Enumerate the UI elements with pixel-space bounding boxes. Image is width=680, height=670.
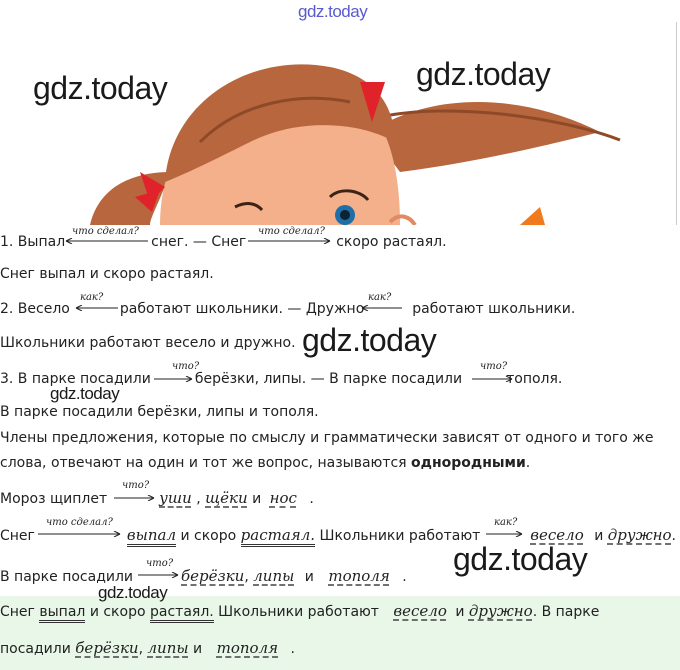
answer-word-5: берёзки <box>75 639 139 657</box>
arrow-right-icon <box>38 531 124 537</box>
ex5-text-3: Школьники работают <box>319 528 481 544</box>
ex5-word-3: весело <box>530 526 584 544</box>
ex2-answer: Школьники работают весело и дружно. <box>0 335 296 351</box>
answer-dot: . <box>290 641 295 657</box>
ex6-text: В парке посадили <box>0 569 134 585</box>
answer-word-6: липы <box>147 639 189 657</box>
arrow-left-icon <box>358 305 402 311</box>
arrow-right-icon <box>248 238 336 244</box>
watermark-2: gdz.today <box>416 56 551 92</box>
arrow-right-icon <box>472 376 516 382</box>
ex1-part1: 1. Выпал <box>0 234 66 250</box>
ex1-part3: скоро растаял. <box>336 234 447 250</box>
answer-and-2: и <box>193 641 203 657</box>
ex4-word-1: уши <box>159 489 192 507</box>
ex5-text-2: и скоро <box>180 528 237 544</box>
ex6-comma: , <box>244 569 249 585</box>
answer-word-4: дружно <box>468 602 533 620</box>
answer-word-1: выпал <box>39 604 85 623</box>
watermark-1: gdz.today <box>33 70 168 106</box>
arrow-right-icon <box>114 495 158 501</box>
ex5-text-1: Снег <box>0 528 35 544</box>
divider <box>676 22 677 225</box>
rule-dot: . <box>525 455 531 471</box>
rule-line-2 <box>0 454 530 472</box>
watermark-6: gdz.today <box>98 583 168 602</box>
ex4-comma: , <box>196 491 201 507</box>
ex5-and: и <box>594 528 604 544</box>
girl-illustration-icon <box>0 22 680 225</box>
ex3-question-1: что? <box>172 361 200 372</box>
ex2-part1: 2. Весело <box>0 301 70 317</box>
arrow-right-icon <box>486 531 526 537</box>
ex5-dot: . <box>671 528 676 544</box>
ex4-and: и <box>252 491 262 507</box>
ex6-word-3: тополя <box>328 567 390 585</box>
ex4-question: что? <box>122 480 150 491</box>
answer-text-5: посадили <box>0 641 71 657</box>
watermark-4: gdz.today <box>50 384 120 403</box>
ex5-word-2: растаял. <box>241 526 315 547</box>
rule-line-1: Члены предложения, которые по смыслу и грамматически зависят от одного и того же <box>0 430 654 446</box>
ex5-question-2: как? <box>494 517 518 528</box>
ex2-question-2: как? <box>368 292 392 303</box>
answer-text-4: . В парке <box>532 604 600 620</box>
ex3-part2: берёзки, липы. — В парке посадили <box>194 371 463 387</box>
ex1-answer: Снег выпал и скоро растаял. <box>0 266 214 282</box>
answer-word-2: растаял. <box>150 604 214 623</box>
ex5-question-1: что сделал? <box>46 517 113 528</box>
ex6-and: и <box>304 569 314 585</box>
answer-text-1: Снег <box>0 604 35 620</box>
arrow-left-icon <box>62 238 148 244</box>
ex6-word-2: липы <box>253 567 295 585</box>
ex3-question-2: что? <box>480 361 508 372</box>
watermark-5: gdz.today <box>453 541 588 577</box>
ex5-word-4: дружно <box>607 526 672 544</box>
answer-and-1: и <box>455 604 465 620</box>
ex2-question-1: как? <box>80 292 104 303</box>
ex6-dot: . <box>402 569 407 585</box>
answer-line-1 <box>0 602 599 621</box>
ex4-word-2: щёки <box>205 489 248 507</box>
ex1-question-1: что сделал? <box>72 226 139 237</box>
rule-term: однородными <box>411 455 526 471</box>
ex1-question-2: что сделал? <box>258 226 325 237</box>
answer-comma: , <box>138 641 144 657</box>
arrow-right-icon <box>154 376 196 382</box>
ex4-word-3: нос <box>269 489 297 507</box>
ex2-part3: работают школьники. <box>412 301 576 317</box>
answer-text-2: и скоро <box>89 604 146 620</box>
ex4-dot: . <box>309 491 314 507</box>
answer-word-3: весело <box>393 602 447 620</box>
arrow-right-icon <box>138 572 182 578</box>
ex2-part2: работают школьники. — Дружно <box>119 301 365 317</box>
ex6-word-1: берёзки <box>181 567 245 585</box>
watermark-3: gdz.today <box>302 322 437 358</box>
arrow-left-icon <box>72 305 118 311</box>
rule-text: слова, отвечают на один и тот же вопрос, называются <box>0 455 412 471</box>
ex5-word-1: выпал <box>127 526 176 547</box>
ex4-text: Мороз щиплет <box>0 491 108 507</box>
ex6-question: что? <box>146 558 174 569</box>
ex6-line <box>0 567 407 586</box>
ex3-part3: тополя. <box>506 371 563 387</box>
ex3-part1: 3. В парке посадили <box>0 371 151 387</box>
ex1-part2: снег. — Снег <box>151 234 247 250</box>
answer-word-7: тополя <box>216 639 279 657</box>
ex3-answer: В парке посадили берёзки, липы и тополя. <box>0 404 319 420</box>
watermark-top: gdz.today <box>298 2 368 21</box>
answer-line-2 <box>0 639 295 658</box>
answer-text-3: Школьники работают <box>218 604 379 620</box>
